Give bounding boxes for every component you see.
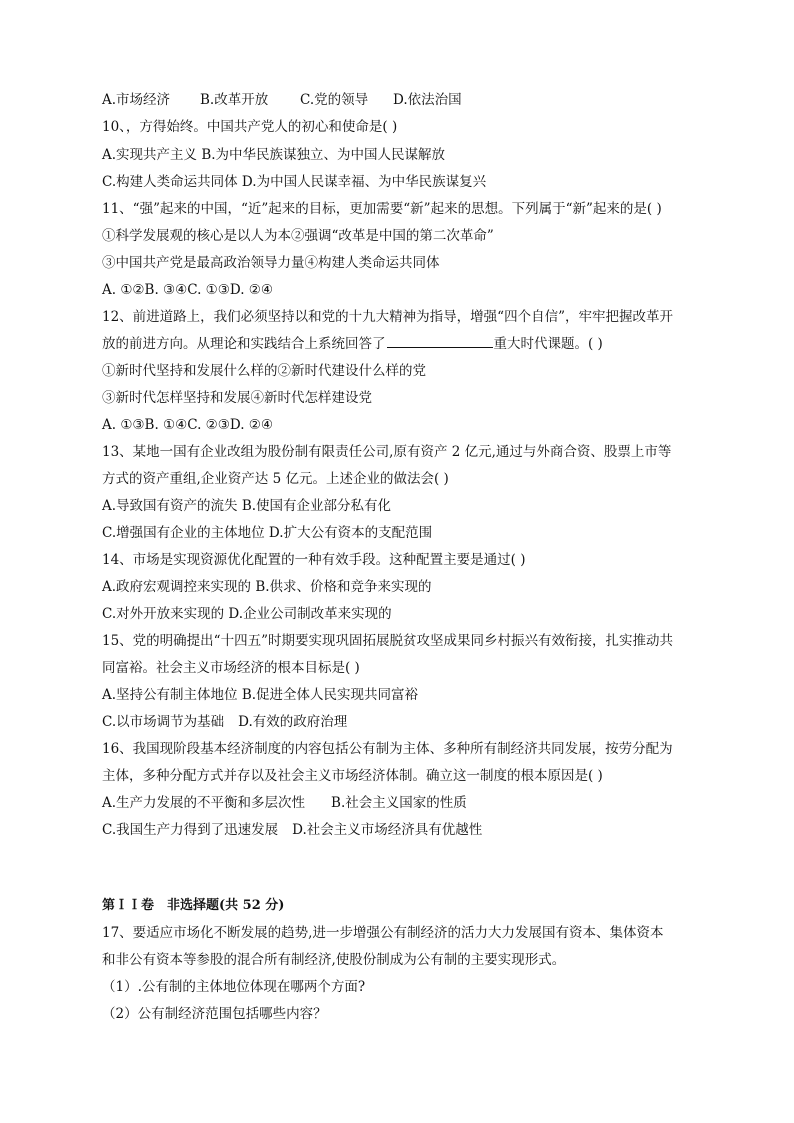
section-heading-part2: 第ＩＩ卷 非选择题(共 52 分) — [102, 898, 285, 913]
q15-options-ab: A.坚持公有制主体地位 B.促进全体人民实现共同富裕 — [102, 687, 419, 703]
q16-stem-line1: 16、我国现阶段基本经济制度的内容包括公有制为主体、多种所有制经济共同发展，按劳分配为 — [102, 741, 673, 757]
q11-options: A. ①②B. ③④C. ①③D. ②④ — [102, 282, 274, 298]
q15-stem-line2: 同富裕。社会主义市场经济的根本目标是( ) — [102, 660, 360, 676]
q14-stem: 14、市场是实现资源优化配置的一种有效手段。这种配置主要是通过( ) — [102, 552, 526, 568]
q9-option-d: D.依法治国 — [393, 92, 462, 108]
q15-stem-line1: 15、党的明确提出“十四五”时期要实现巩固拓展脱贫攻坚成果同乡村振兴有效衔接，扎实推动共 — [102, 633, 673, 649]
q15-options-cd — [102, 713, 347, 731]
q9-option-b: B.改革开放 — [200, 92, 269, 108]
q10-options-ab: A.实现共产主义 B.为中华民族谋独立、为中国人民谋解放 — [102, 147, 446, 163]
q13-stem-line1: 13、某地一国有企业改组为股份制有限责任公司,原有资产 2 亿元,通过与外商合资、股票上市等 — [102, 444, 672, 460]
q14-options-cd: C.对外开放来实现的 D.企业公司制改革来实现的 — [102, 606, 392, 622]
q16-options-ab — [102, 794, 467, 812]
q12-options: A. ①③B. ①④C. ②③D. ②④ — [102, 417, 274, 433]
q9-options — [102, 91, 462, 109]
q10-options-cd: C.构建人类命运共同体 D.为中国人民谋幸福、为中华民族谋复兴 — [102, 174, 487, 190]
q12-items-34: ③新时代怎样坚持和发展④新时代怎样建设党 — [102, 390, 372, 406]
q16-option-a: A.生产力发展的不平衡和多层次性 — [102, 795, 306, 811]
q12-stem-line1: 12、前进道路上，我们必须坚持以和党的十九大精神为指导，增强“四个自信”，牢牢把握改革开 — [102, 309, 673, 325]
q12-items-12: ①新时代坚持和发展什么样的②新时代建设什么样的党 — [102, 363, 426, 379]
q11-items-34: ③中国共产党是最高政治领导力量④构建人类命运共同体 — [102, 255, 440, 271]
q11-items-12: ①科学发展观的核心是以人为本②强调“改革是中国的第二次革命” — [102, 228, 494, 244]
q13-options-ab: A.导致国有资产的流失 B.使国有企业部分私有化 — [102, 498, 392, 514]
q15-option-c: C.以市场调节为基础 — [102, 714, 225, 730]
q12-stem-post: 重大时代课题。( ) — [493, 336, 603, 352]
q17-stem-line2: 和非公有资本等参股的混合所有制经济,使股份制成为公有制的主要实现形式。 — [102, 952, 566, 968]
q16-option-d: D.社会主义市场经济具有优越性 — [292, 822, 483, 838]
q12-answer-blank — [387, 335, 493, 348]
q16-option-b: B.社会主义国家的性质 — [331, 795, 467, 811]
q12-stem-line2 — [102, 335, 603, 353]
q11-stem: 11、“强”起来的中国，“近”起来的目标，更加需要“新”起来的思想。下列属于“新”起来的是( ) — [102, 201, 662, 217]
q9-option-a: A.市场经济 — [102, 92, 171, 108]
q16-options-cd — [102, 821, 482, 839]
q17-stem-line1: 17、要适应市场化不断发展的趋势,进一步增强公有制经济的活力大力发展国有资本、集体资本 — [102, 925, 664, 941]
q16-stem-line2: 主体，多种分配方式并存以及社会主义市场经济体制。确立这一制度的根本原因是( ) — [102, 768, 603, 784]
q13-stem-line2: 方式的资产重组,企业资产达 5 亿元。上述企业的做法会( ) — [102, 471, 449, 487]
q16-option-c: C.我国生产力得到了迅速发展 — [102, 822, 279, 838]
q12-stem-pre: 放的前进方向。从理论和实践结合上系统回答了 — [102, 336, 386, 352]
q17-subquestion-1: （1）.公有制的主体地位体现在哪两个方面? — [102, 979, 366, 995]
q15-option-d: D.有效的政府治理 — [238, 714, 348, 730]
q9-option-c: C.党的领导 — [300, 92, 369, 108]
q10-stem: 10、，方得始终。中国共产党人的初心和使命是( ) — [102, 119, 398, 135]
q13-options-cd: C.增强国有企业的主体地位 D.扩大公有资本的支配范围 — [102, 525, 433, 541]
q14-options-ab: A.政府宏观调控来实现的 B.供求、价格和竞争来实现的 — [102, 579, 432, 595]
q17-subquestion-2: （2）公有制经济范围包括哪些内容？ — [102, 1006, 327, 1022]
